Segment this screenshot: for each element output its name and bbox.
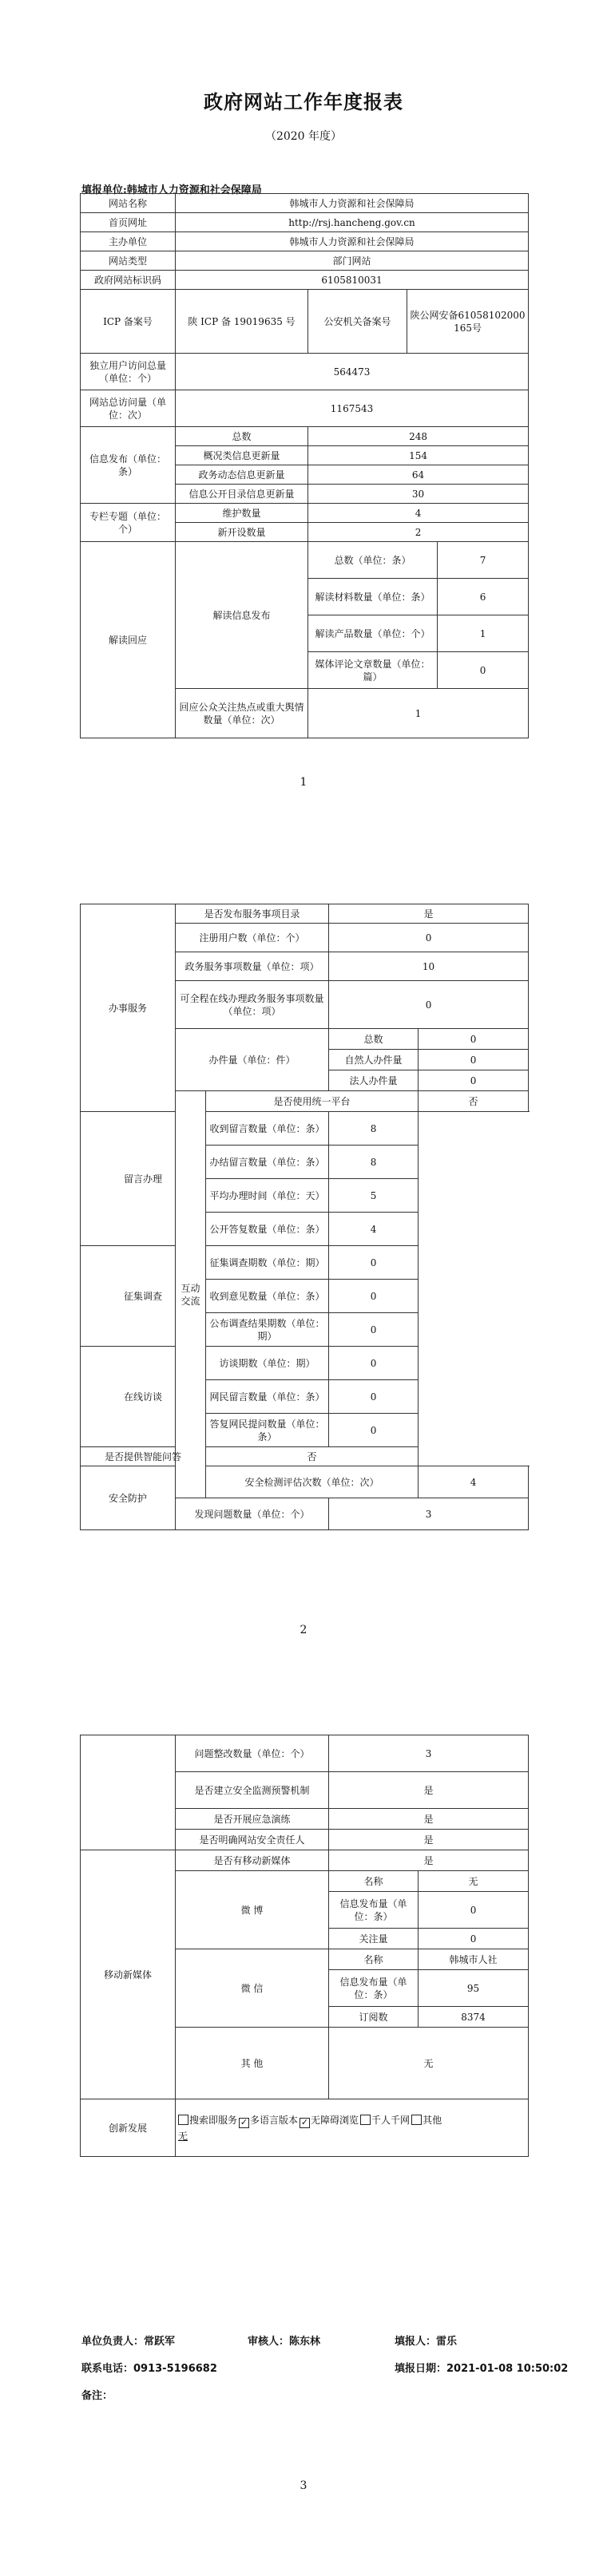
site-type-value: 部门网站	[176, 251, 529, 271]
interpret-label: 解读回应	[81, 542, 176, 738]
wechat-item-label: 名称	[329, 1949, 419, 1970]
innovation-option-label: 搜索即服务	[189, 2114, 238, 2126]
interpret-item-label: 解读产品数量（单位：个）	[308, 615, 438, 652]
info-publish-item-value: 30	[308, 485, 529, 504]
checkbox-icon[interactable]	[360, 2115, 371, 2125]
survey-item-value: 0	[329, 1246, 419, 1280]
info-publish-item-label: 政务动态信息更新量	[176, 465, 308, 485]
wechat-item-value: 韩城市人社	[419, 1949, 529, 1970]
info-publish-item-value: 154	[308, 446, 529, 465]
wechat-label: 微 信	[176, 1949, 329, 2028]
survey-item-label: 收到意见数量（单位：条）	[206, 1280, 329, 1313]
remarks: 备注：	[81, 2390, 113, 2402]
interpret-item-label: 媒体评论文章数量（单位：篇）	[308, 652, 438, 689]
interview-item-value: 0	[329, 1347, 419, 1380]
service-item-value: 0	[329, 924, 529, 952]
message-handling-label: 留言办理	[81, 1112, 206, 1246]
weibo-item-value: 0	[419, 1892, 529, 1929]
service-item-value: 10	[329, 952, 529, 981]
weibo-item-label: 信息发布量（单位：条）	[329, 1892, 419, 1929]
report-table-page2	[80, 904, 529, 1530]
unified-platform-label: 是否使用统一平台	[206, 1091, 419, 1112]
handle-item-value: 0	[419, 1070, 529, 1091]
service-label: 办事服务	[81, 904, 176, 1112]
security-item-value: 4	[419, 1466, 529, 1498]
innovation-label: 创新发展	[81, 2099, 176, 2157]
checkbox-icon[interactable]	[178, 2115, 188, 2125]
interview-item-label: 答复网民提问数量（单位：条）	[206, 1414, 329, 1447]
interpret-publish-label: 解读信息发布	[176, 542, 308, 689]
service-item-label: 政务服务事项数量（单位：项）	[176, 952, 329, 981]
new-media-label: 移动新媒体	[81, 1850, 176, 2099]
innovation-option[interactable]	[360, 2115, 410, 2126]
smart-qa-label: 是否提供智能问答	[81, 1447, 206, 1466]
innovation-option[interactable]	[411, 2115, 442, 2126]
site-code-value: 6105810031	[176, 271, 529, 290]
security-item-value: 是	[329, 1772, 529, 1809]
wechat-item-label: 订阅数	[329, 2007, 419, 2028]
info-publish-item-label: 概况类信息更新量	[176, 446, 308, 465]
message-item-value: 5	[329, 1179, 419, 1213]
security-item-value: 3	[329, 1498, 529, 1530]
security-item-value: 是	[329, 1809, 529, 1830]
other-media-label: 其 他	[176, 2028, 329, 2099]
checkbox-icon[interactable]: ✓	[240, 2116, 248, 2127]
innovation-option[interactable]	[300, 2115, 359, 2126]
innovation-option[interactable]	[239, 2115, 298, 2126]
other-media-value: 无	[329, 2028, 529, 2099]
unit-leader: 单位负责人：常跃军	[81, 2336, 176, 2348]
service-item-label: 注册用户数（单位：个）	[176, 924, 329, 952]
info-publish-item-value: 248	[308, 427, 529, 446]
interpret-item-value: 0	[438, 652, 529, 689]
hot-response-label: 回应公众关注热点或重大舆情数量（单位：次）	[176, 689, 308, 738]
handle-volume-label: 办件量（单位：件）	[176, 1029, 329, 1091]
handle-item-value: 0	[419, 1029, 529, 1050]
site-name-value: 韩城市人力资源和社会保障局	[176, 194, 529, 213]
message-item-label: 收到留言数量（单位：条）	[206, 1112, 329, 1146]
unified-platform-value: 否	[419, 1091, 529, 1112]
security-item-value: 3	[329, 1735, 529, 1772]
site-type-label: 网站类型	[81, 251, 176, 271]
innovation-options	[176, 2099, 529, 2157]
page-number: 2	[300, 1624, 307, 1636]
security-item-label: 是否建立安全监测预警机制	[176, 1772, 329, 1809]
weibo-item-label: 名称	[329, 1871, 419, 1892]
info-publish-label: 信息发布（单位：条）	[81, 427, 176, 504]
weibo-item-value: 无	[419, 1871, 529, 1892]
service-item-label: 可全程在线办理政务服务事项数量（单位：项）	[176, 981, 329, 1029]
security-continued-label	[81, 1735, 176, 1850]
interview-item-label: 网民留言数量（单位：条）	[206, 1380, 329, 1414]
has-new-media-value: 是	[329, 1850, 529, 1871]
info-publish-item-label: 信息公开目录信息更新量	[176, 485, 308, 504]
site-name-label: 网站名称	[81, 194, 176, 213]
online-interview-label: 在线访谈	[81, 1347, 206, 1447]
interact-label: 互动交流	[176, 1091, 206, 1498]
innovation-option-label: 千人千网	[371, 2114, 411, 2126]
host-value: 韩城市人力资源和社会保障局	[176, 232, 529, 251]
survey-item-label: 征集调查期数（单位：期）	[206, 1246, 329, 1280]
interview-item-value: 0	[329, 1380, 419, 1414]
innovation-option[interactable]	[178, 2115, 237, 2126]
message-item-value: 8	[329, 1146, 419, 1179]
report-year: （2020 年度）	[264, 130, 343, 143]
survey-item-value: 0	[329, 1280, 419, 1313]
innovation-other-value: 无	[178, 2130, 188, 2142]
hot-response-value: 1	[308, 689, 529, 738]
handle-item-label: 法人办件量	[329, 1070, 419, 1091]
interview-item-value: 0	[329, 1414, 419, 1447]
checkbox-icon[interactable]	[411, 2115, 422, 2125]
smart-qa-value: 否	[206, 1447, 419, 1466]
host-label: 主办单位	[81, 232, 176, 251]
police-record-label: 公安机关备案号	[308, 290, 407, 354]
visitors-label: 独立用户访问总量（单位：个）	[81, 354, 176, 390]
icp-label: ICP 备案号	[81, 290, 176, 354]
interpret-item-value: 1	[438, 615, 529, 652]
survey-label: 征集调查	[81, 1246, 206, 1347]
home-url-value: http://rsj.hancheng.gov.cn	[176, 213, 529, 232]
visitors-value: 564473	[176, 354, 529, 390]
fill-date: 填报日期：2021-01-08 10:50:02	[395, 2363, 569, 2375]
special-item-label: 维护数量	[176, 504, 308, 523]
message-item-value: 8	[329, 1112, 419, 1146]
interview-item-label: 访谈期数（单位：期）	[206, 1347, 329, 1380]
interpret-item-value: 6	[438, 579, 529, 615]
innovation-option-label: 无障碍浏览	[311, 2114, 359, 2126]
handle-item-label: 自然人办件量	[329, 1050, 419, 1070]
service-item-value: 是	[329, 904, 529, 924]
weibo-label: 微 博	[176, 1871, 329, 1949]
report-table-page1	[80, 193, 529, 738]
security-item-value: 是	[329, 1830, 529, 1850]
innovation-option-label: 多语言版本	[250, 2114, 299, 2126]
police-record-value: 陕公网安备61058102000165号	[407, 290, 529, 354]
message-item-label: 平均办理时间（单位：天）	[206, 1179, 329, 1213]
site-code-label: 政府网站标识码	[81, 271, 176, 290]
icp-value: 陕 ICP 备 19019635 号	[176, 290, 308, 354]
special-column-label: 专栏专题（单位：个）	[81, 504, 176, 542]
report-table-page3	[80, 1735, 529, 2157]
info-publish-item-value: 64	[308, 465, 529, 485]
visits-label: 网站总访问量（单位：次）	[81, 390, 176, 427]
security-label: 安全防护	[81, 1466, 176, 1530]
security-item-label: 安全检测评估次数（单位：次）	[206, 1466, 419, 1498]
handle-item-value: 0	[419, 1050, 529, 1070]
special-item-value: 4	[308, 504, 529, 523]
weibo-item-value: 0	[419, 1929, 529, 1949]
service-item-value: 0	[329, 981, 529, 1029]
interpret-item-label: 总数（单位：条）	[308, 542, 438, 579]
info-publish-item-label: 总数	[176, 427, 308, 446]
interpret-item-value: 7	[438, 542, 529, 579]
reporting-unit: 填报单位:韩城市人力资源和社会保障局	[81, 184, 262, 196]
survey-item-value: 0	[329, 1313, 419, 1347]
security-item-label: 发现问题数量（单位：个）	[176, 1498, 329, 1530]
security-item-label: 是否明确网站安全责任人	[176, 1830, 329, 1850]
weibo-item-label: 关注量	[329, 1929, 419, 1949]
service-item-label: 是否发布服务事项目录	[176, 904, 329, 924]
home-url-label: 首页网址	[81, 213, 176, 232]
special-item-label: 新开设数量	[176, 523, 308, 542]
wechat-item-value: 8374	[419, 2007, 529, 2028]
message-item-value: 4	[329, 1213, 419, 1246]
page-title: 政府网站工作年度报表	[204, 91, 403, 113]
contact-phone: 联系电话：0913-5196682	[81, 2363, 217, 2375]
message-item-label: 公开答复数量（单位：条）	[206, 1213, 329, 1246]
interpret-item-label: 解读材料数量（单位：条）	[308, 579, 438, 615]
security-item-label: 是否开展应急演练	[176, 1809, 329, 1830]
checkbox-icon[interactable]: ✓	[300, 2116, 309, 2127]
visits-value: 1167543	[176, 390, 529, 427]
security-item-label: 问题整改数量（单位：个）	[176, 1735, 329, 1772]
auditor: 审核人：陈东林	[248, 2336, 321, 2348]
special-item-value: 2	[308, 523, 529, 542]
message-item-label: 办结留言数量（单位：条）	[206, 1146, 329, 1179]
page-number: 3	[300, 2479, 307, 2492]
filler: 填报人：雷乐	[395, 2336, 458, 2348]
wechat-item-value: 95	[419, 1970, 529, 2007]
handle-item-label: 总数	[329, 1029, 419, 1050]
has-new-media-label: 是否有移动新媒体	[176, 1850, 329, 1871]
page-number: 1	[300, 776, 307, 789]
survey-item-label: 公布调查结果期数（单位：期）	[206, 1313, 329, 1347]
innovation-option-label: 其他	[423, 2114, 442, 2126]
wechat-item-label: 信息发布量（单位：条）	[329, 1970, 419, 2007]
